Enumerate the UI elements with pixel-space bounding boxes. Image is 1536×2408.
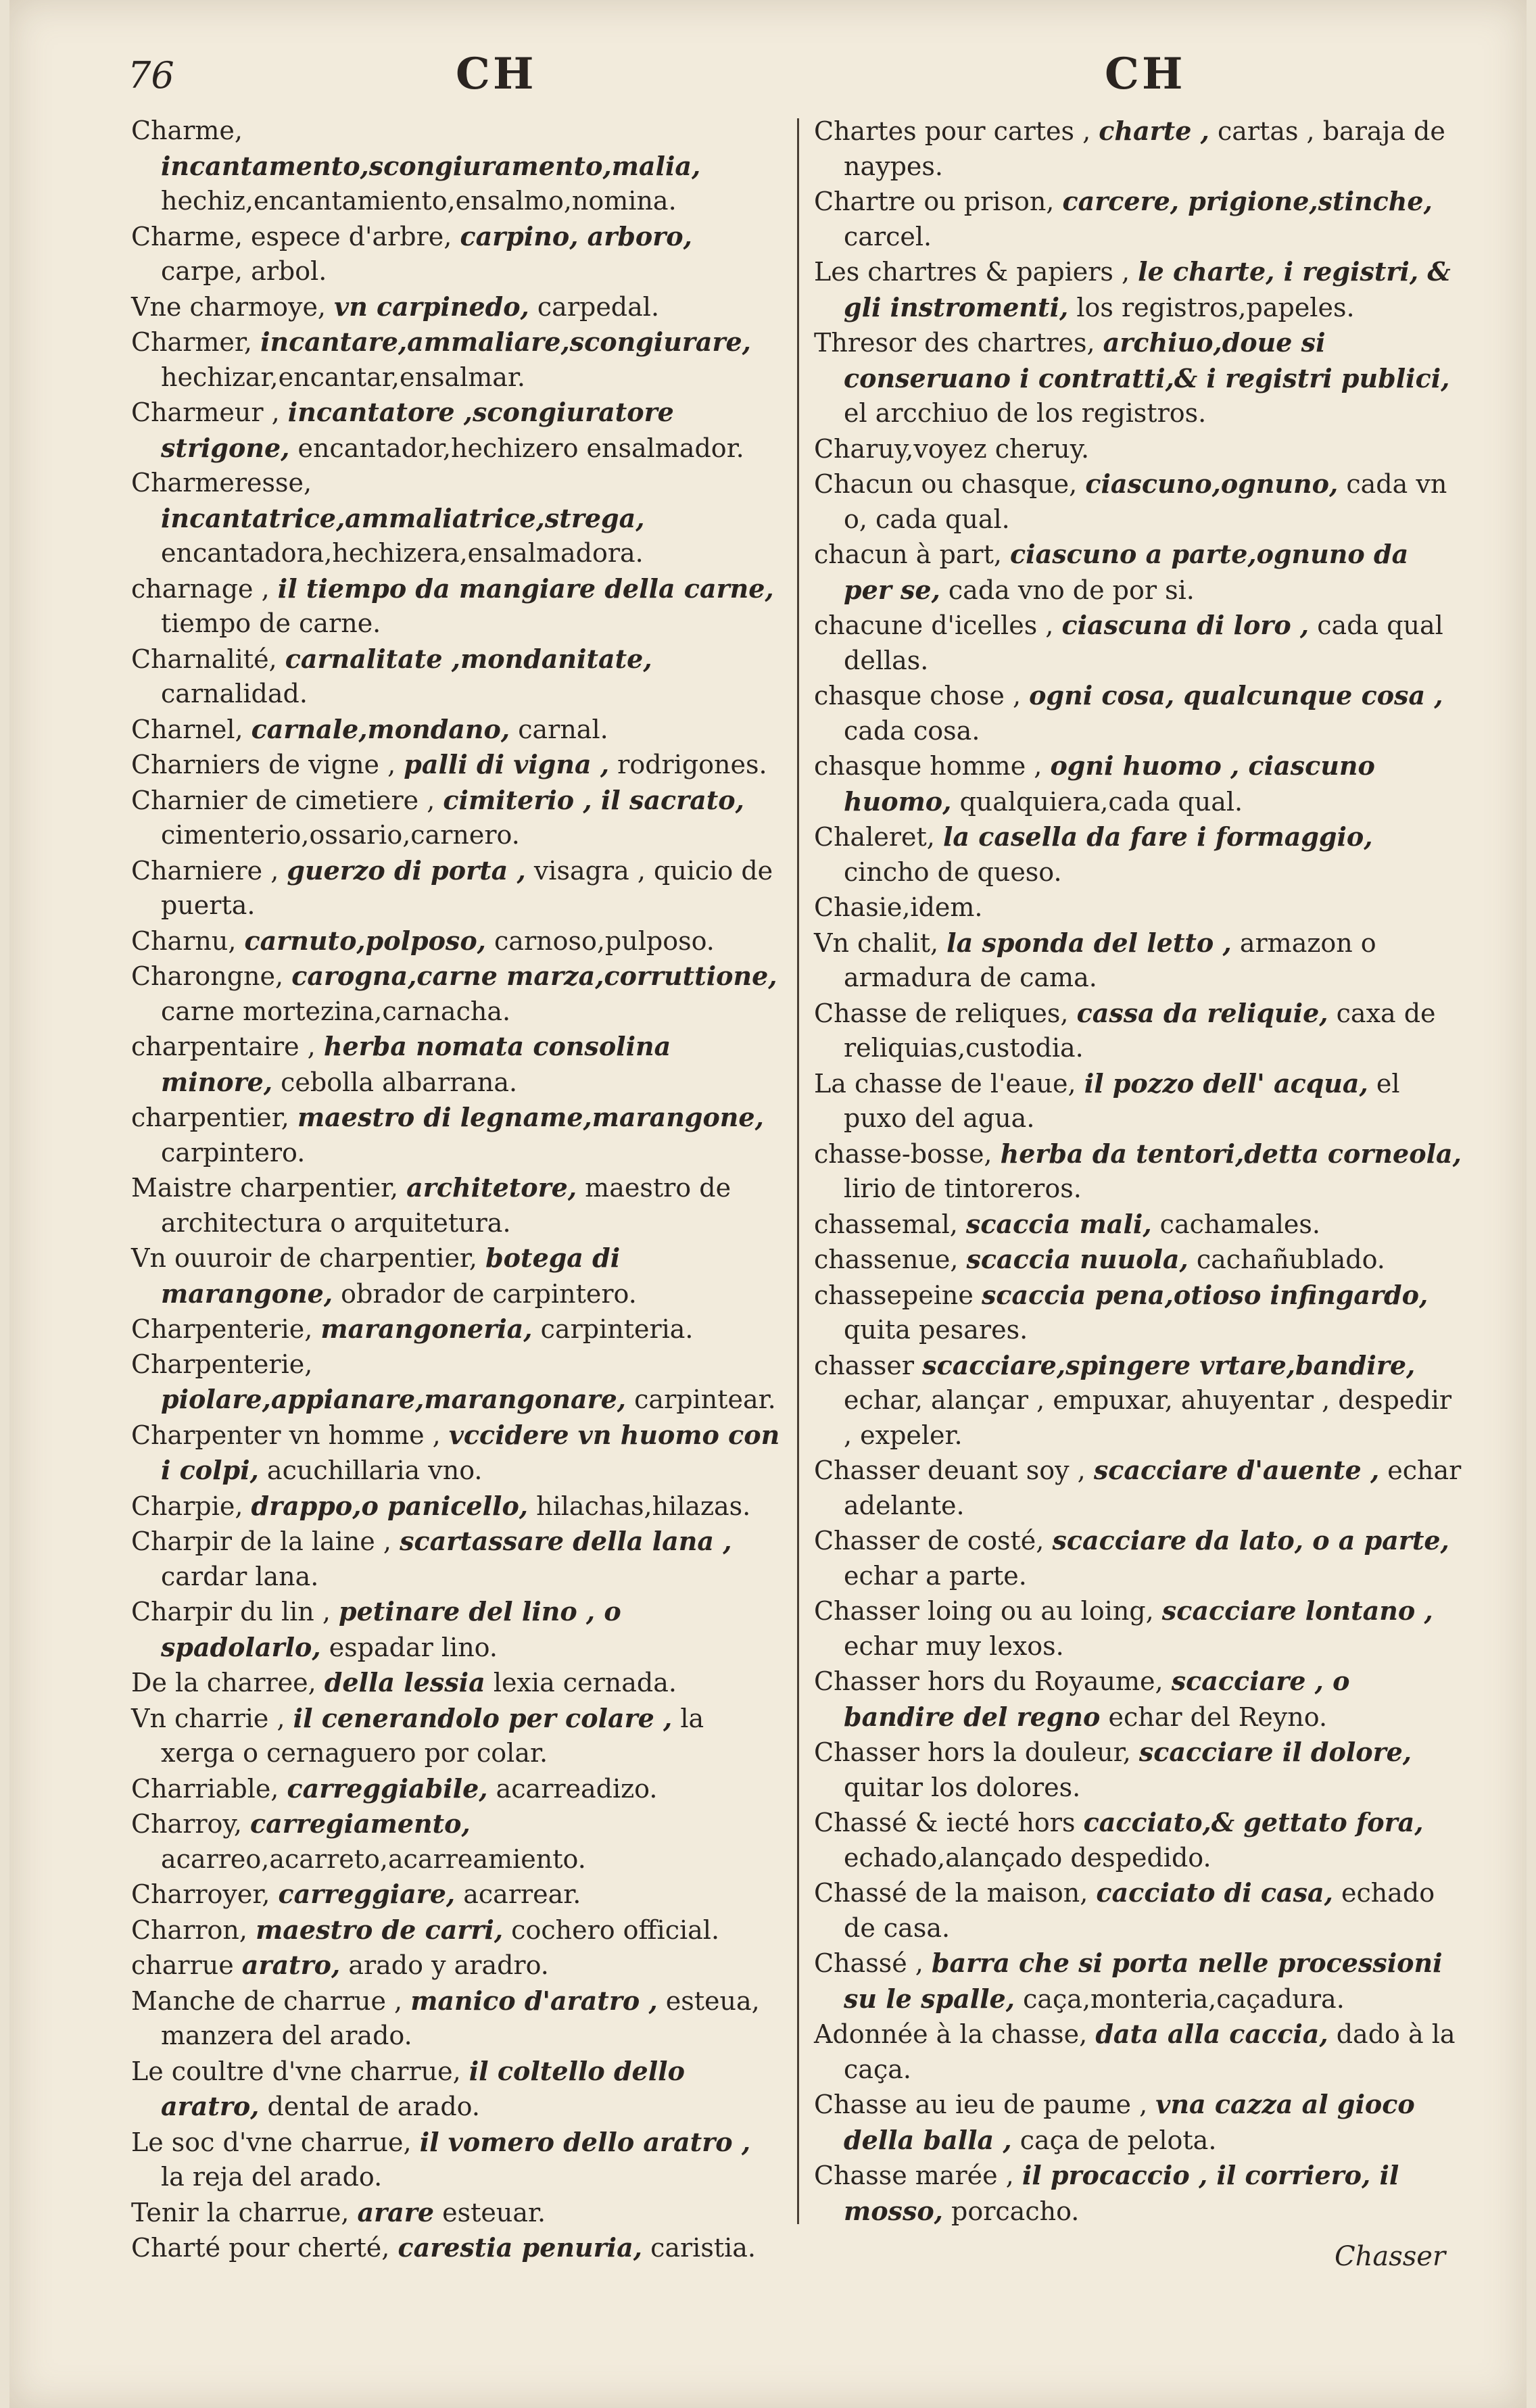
dictionary-entry [131,289,780,325]
spanish-gloss: la xerga o cernaguero por colar. [161,1703,704,1768]
headword: Charnalité, [131,644,277,674]
spanish-gloss: armazon o armadura de cama. [844,928,1376,992]
headword: Chasser deuant soy , [814,1455,1086,1485]
headword: Manche de charrue , [131,1985,403,2016]
italian-gloss: le charte, i registri, & gli instromenti, [844,256,1451,322]
spanish-gloss: porcacho. [951,2196,1080,2226]
headword: charpentaire , [131,1032,316,1061]
headword: Charnier de cimetiere , [131,785,435,815]
dictionary-entry [131,1524,780,1594]
spanish-gloss: arado y aradro. [348,1950,549,1980]
spanish-gloss: echar adelante. [844,1455,1462,1520]
headword: Chasse au ieu de paume , [814,2090,1148,2119]
dictionary-entry [814,2087,1463,2158]
italian-gloss: botega di marangone, [161,1243,621,1309]
spanish-gloss: visagra , quicio de puerta. [161,855,773,920]
headword: Adonnée à la chasse, [814,2019,1088,2049]
column-divider [797,118,799,2224]
headword: Vne charmoye, [131,291,327,322]
dictionary-entry [814,1207,1463,1243]
headword: Charroyer, [131,1879,270,1909]
spanish-gloss: rodrigones. [617,750,767,779]
headword: chassenue, [814,1245,959,1274]
italian-gloss: charte , [1099,116,1209,146]
spanish-gloss: lirio de tintoreros. [844,1174,1082,1203]
spanish-gloss: echar a parte. [844,1560,1027,1591]
italian-gloss: scacciare lontano , [1161,1595,1433,1626]
headword: Chasie,idem. [814,892,983,922]
italian-gloss: data alla caccia, [1095,2019,1328,2049]
dictionary-entry [814,1523,1463,1593]
headword: Charnel, [131,714,243,744]
spanish-gloss: acuchillaria vno. [266,1455,483,1485]
spanish-gloss: quita pesares. [844,1315,1028,1345]
italian-gloss: carcere, prigione,stinche, [1062,186,1433,216]
italian-gloss: scacciare,spingere vrtare,bandire, [922,1349,1416,1380]
dictionary-entry [131,853,780,923]
headword: Chasser hors du Royaume, [814,1666,1163,1696]
dictionary-entry [814,184,1463,254]
dictionary-entry [131,747,780,783]
headword: chacun à part, [814,539,1002,569]
headword: Charmer, [131,327,252,357]
italian-gloss: il vomero dello aratro , [419,2126,751,2157]
dictionary-entry [814,431,1463,467]
dictionary-entry [131,1170,780,1241]
italian-gloss: scacciare , o bandire del regno [844,1666,1350,1732]
spanish-gloss: qualquiera,cada qual. [959,786,1243,817]
headword: charpentier, [131,1103,289,1132]
headword: chassemal, [814,1209,958,1239]
italian-gloss: il pozzo dell' acqua, [1084,1067,1368,1099]
italian-gloss: carnalitate ,mondanitate, [285,643,652,674]
dictionary-entry [814,537,1463,608]
italian-gloss: incantatrice,ammaliatrice,strega, [161,502,645,533]
italian-gloss: ciascuno,ognuno, [1085,468,1339,499]
spanish-gloss: carpedal. [537,291,660,322]
spanish-gloss: echar del Reyno. [1108,1702,1328,1732]
dictionary-entry [131,466,780,571]
spanish-gloss: dental de arado. [267,2092,480,2121]
dictionary-entry [131,395,780,466]
headword: Charpenterie, [131,1314,313,1344]
headword: Chaleret, [814,822,935,852]
dictionary-entry [131,1311,780,1347]
italian-gloss: il tiempo da mangiare della carne, [277,573,774,604]
dictionary-entry [814,819,1463,890]
dictionary-entry [131,1241,780,1311]
spanish-gloss: la reja del arado. [161,2162,383,2192]
italian-gloss: scaccia pena,otioso infingardo, [981,1279,1429,1310]
italian-gloss: della lessia [324,1667,485,1697]
headword: Chartre ou prison, [814,187,1055,216]
italian-gloss: guerzo di porta , [287,854,526,886]
headword: Chacun ou chasque, [814,469,1078,499]
headword: Charpenter vn homme , [131,1420,441,1450]
italian-gloss: carreggiare, [278,1879,456,1909]
spanish-gloss: cimenterio,ossario,carnero. [161,820,520,850]
dictionary-entry [131,1983,780,2054]
dictionary-entry [131,1418,780,1489]
italian-gloss: barra che si porta nelle processioni su le spalle, [844,1948,1443,2014]
italian-gloss: scacciare d'auente , [1093,1455,1380,1485]
headword: Vn charrie , [131,1703,285,1733]
italian-gloss: cacciato di casa, [1096,1877,1333,1908]
spanish-gloss: quitar los dolores. [844,1772,1081,1802]
headword: Chasse de reliques, [814,998,1069,1028]
dictionary-entry [814,678,1463,748]
dictionary-entry [131,1877,780,1912]
spanish-gloss: echado de casa. [844,1878,1435,1943]
spanish-gloss: lexia cernada. [493,1668,677,1697]
headword: Les chartres & papiers , [814,257,1130,287]
headword: Charpie, [131,1491,243,1521]
italian-gloss: carogna,carne marza,corruttione, [291,961,777,991]
headword: Charongne, [131,961,284,991]
headword: Charpir du lin , [131,1597,331,1627]
dictionary-entry [131,1701,780,1771]
headword: Charme, [131,116,243,145]
spanish-gloss: el puxo del agua. [844,1068,1400,1133]
spanish-gloss: echado,alançado despedido. [844,1842,1211,1873]
italian-gloss: palli di vigna , [404,749,610,779]
italian-gloss: cassa da reliquie, [1076,997,1328,1028]
headword: La chasse de l'eaue, [814,1068,1076,1099]
dictionary-entry [131,642,780,712]
italian-gloss: il procaccio , il corriero, il mosso, [844,2160,1399,2226]
italian-gloss: scacciare il dolore, [1138,1737,1412,1767]
spanish-gloss: echar muy lexos. [844,1631,1064,1661]
italian-gloss: vn carpinedo, [334,291,529,322]
italian-gloss: maestro di legname,marangone, [297,1102,764,1132]
dictionary-entry [131,712,780,748]
italian-gloss: aratro, [241,1950,341,1980]
spanish-gloss: cartas , baraja de naypes. [844,116,1445,181]
headword: chassepeine [814,1280,974,1310]
spanish-gloss: cardar lana. [161,1561,319,1591]
spanish-gloss: echar, alançar , empuxar, ahuyentar , despedir , expeler. [844,1385,1452,1450]
spanish-gloss: carpintero. [161,1137,306,1167]
spanish-gloss: caça de pelota. [1019,2125,1217,2155]
dictionary-entry [814,325,1463,431]
italian-gloss: ogni huomo , ciascuno huomo, [844,750,1375,817]
dictionary-entry [131,1347,780,1418]
dictionary-entry [814,1735,1463,1805]
headword: Charme, espece d'arbre, [131,221,452,251]
italian-gloss: carnale,mondano, [251,713,510,744]
dictionary-entry [814,925,1463,996]
dictionary-entry [814,1875,1463,1946]
dictionary-entry [131,2125,780,2195]
dictionary-entry [814,748,1463,819]
headword: Thresor des chartres, [814,328,1095,358]
dictionary-entry [814,1066,1463,1136]
headword: chasque homme , [814,751,1042,781]
dictionary-entry [814,466,1463,537]
headword: Maistre charpentier, [131,1173,399,1203]
italian-gloss: scacciare da lato, o a parte, [1052,1525,1449,1556]
italian-gloss: architetore, [406,1172,577,1203]
headword: charnage , [131,573,270,604]
italian-gloss: incantare,ammaliare,scongiurare, [260,327,751,357]
headword: Chasser hors la douleur, [814,1737,1131,1767]
headword: Charuy,voyez cheruy. [814,433,1090,464]
spanish-gloss: tiempo de carne. [161,608,381,638]
page-header [9,41,1527,115]
dictionary-entry [131,1665,780,1701]
spanish-gloss: esteua, manzera del arado. [161,1985,760,2050]
dictionary-entry [131,324,780,395]
dictionary-entry [814,996,1463,1066]
italian-gloss: maestro de carri, [256,1914,504,1945]
spanish-gloss: caça,monteria,caçadura. [1023,1983,1345,2014]
running-head-right: CH [1105,49,1186,99]
italian-gloss: cimiterio , il sacrato, [443,784,744,815]
dictionary-entry [814,1242,1463,1278]
catchword: Chasser [1335,2241,1446,2272]
dictionary-entry [131,1948,780,1983]
spanish-gloss: carpinteria. [540,1314,694,1344]
italian-gloss: incantamento,scongiuramento,malia, [161,150,701,181]
italian-gloss: petinare del lino , o spadolarlo, [161,1596,621,1662]
dictionary-entry [814,1278,1463,1348]
spanish-gloss: carpe, arbol. [161,256,327,286]
left-column [131,114,780,2266]
dictionary-entry [814,1136,1463,1207]
italian-gloss: carreggiabile, [287,1773,488,1804]
headword: Chasser loing ou au loing, [814,1596,1154,1626]
dictionary-entry [131,1806,780,1877]
spanish-gloss: cebolla albarrana. [281,1067,518,1097]
headword: De la charree, [131,1668,316,1697]
dictionary-entry [131,1912,780,1948]
headword: Charnu, [131,925,237,956]
italian-gloss: la casella da fare i formaggio, [942,821,1373,852]
spanish-gloss: acarreadizo. [496,1773,658,1804]
spanish-gloss: carpintear. [634,1384,776,1414]
italian-gloss: ciascuna di loro , [1061,610,1310,640]
dictionary-entry [814,890,1463,925]
spanish-gloss: obrador de carpintero. [341,1278,637,1309]
spanish-gloss: maestro de architectura o arquitetura. [161,1173,731,1238]
spanish-gloss: carnal. [518,714,608,744]
italian-gloss: carnuto,polposo, [244,925,486,956]
headword: Le soc d'vne charrue, [131,2127,412,2157]
spanish-gloss: carnoso,pulposo. [494,925,715,956]
spanish-gloss: el arcchiuo de los registros. [844,398,1207,428]
dictionary-entry [814,1664,1463,1735]
dictionary-entry [131,1771,780,1807]
italian-gloss: carpino, arboro, [460,220,692,251]
dictionary-entry [814,2017,1463,2087]
dictionary-entry [131,219,780,289]
spanish-gloss: cachamales. [1159,1209,1320,1239]
headword: chasse-bosse, [814,1138,992,1169]
page-number: 76 [128,54,174,97]
dictionary-entry [131,1489,780,1524]
italian-gloss: cacciato,& gettato fora, [1083,1807,1424,1837]
headword: Vn ouuroir de charpentier, [131,1243,477,1273]
headword: Charron, [131,1915,247,1945]
headword: Charroy, [131,1809,242,1839]
spanish-gloss: esteuar. [442,2197,546,2228]
italian-gloss: il cenerandolo per colare , [293,1702,673,1733]
headword: Chasse marée , [814,2161,1014,2190]
spanish-gloss: acarreo,acarreto,acarreamiento. [161,1844,586,1874]
headword: Chassé , [814,1948,923,1978]
dictionary-entry [131,2230,780,2266]
italian-gloss: ciascuno a parte,ognuno da per se, [844,539,1409,605]
spanish-gloss: dado à la caça. [844,2019,1456,2084]
dictionary-entry [814,114,1463,184]
italian-gloss: piolare,appianare,marangonare, [161,1384,627,1414]
italian-gloss: carestia penuria, [398,2232,642,2263]
headword: chasser [814,1350,915,1380]
headword: Charniere , [131,855,279,886]
spanish-gloss: cada vn o, cada qual. [844,469,1447,534]
spanish-gloss: cada qual dellas. [844,610,1443,675]
spanish-gloss: cada vno de por si. [948,575,1195,605]
spanish-gloss: hilachas,hilazas. [536,1491,751,1521]
dictionary-entry [814,608,1463,678]
spanish-gloss: encantadora,hechizera,ensalmadora. [161,538,644,568]
italian-gloss: manico d'aratro , [410,1985,658,2016]
spanish-gloss: los registros,papeles. [1076,292,1355,322]
dictionary-entry [131,2195,780,2231]
headword: Charriable, [131,1773,279,1804]
headword: chasque chose , [814,681,1022,711]
italian-gloss: herba da tentori,detta corneola, [1000,1138,1462,1169]
headword: charrue [131,1950,234,1980]
dictionary-entry [131,1594,780,1665]
running-head-left: CH [456,49,537,99]
headword: Le coultre d'vne charrue, [131,2056,461,2086]
dictionary-entry [131,783,780,853]
italian-gloss: carregiamento, [250,1808,471,1839]
headword: chacune d'icelles , [814,610,1054,640]
dictionary-entry [131,923,780,959]
spanish-gloss: carnalidad. [161,679,308,708]
spanish-gloss: cochero official. [511,1915,720,1945]
dictionary-entry [131,571,780,642]
dictionary-entry [814,1593,1463,1664]
headword: Charniers de vigne , [131,750,396,779]
italian-gloss: vccidere vn huomo con i colpi, [161,1419,780,1485]
headword: Chassé de la maison, [814,1878,1088,1908]
spanish-gloss: hechizar,encantar,ensalmar. [161,362,526,392]
headword: Chassé & iecté hors [814,1808,1076,1837]
headword: Charpir de la laine , [131,1526,391,1556]
italian-gloss: la sponda del letto , [946,927,1232,958]
headword: Chasser de costé, [814,1526,1045,1556]
dictionary-entry [814,254,1463,325]
dictionary-entry [131,1100,780,1170]
italian-gloss: marangoneria, [320,1314,533,1344]
headword: Charmeresse, [131,468,312,498]
dictionary-page [9,0,1527,2408]
spanish-gloss: caristia. [650,2233,756,2263]
dictionary-entry [131,1029,780,1100]
spanish-gloss: acarrear. [463,1879,581,1909]
dictionary-entry [131,959,780,1029]
spanish-gloss: cada cosa. [844,715,980,746]
spanish-gloss: hechiz,encantamiento,ensalmo,nomina. [161,186,677,216]
headword: Vn chalit, [814,928,939,958]
dictionary-entry [814,1453,1463,1523]
dictionary-entry [814,1348,1463,1453]
italian-gloss: scartassare della lana , [400,1526,732,1556]
italian-gloss: incantatore ,scongiuratore strigone, [161,397,674,463]
spanish-gloss: espadar lino. [329,1632,498,1662]
headword: Charté pour cherté, [131,2233,390,2263]
dictionary-entry [814,1805,1463,1875]
headword: Charpenterie, [131,1349,313,1379]
italian-gloss: vna cazza al gioco della balla , [844,2089,1415,2155]
headword: Chartes pour cartes , [814,116,1091,146]
italian-gloss: ogni cosa, qualcunque cosa , [1029,680,1443,711]
dictionary-entry [131,114,780,219]
dictionary-entry [131,2054,780,2125]
italian-gloss: scaccia nuuola, [966,1244,1189,1274]
dictionary-entry [814,1946,1463,2017]
spanish-gloss: cachañublado. [1196,1245,1385,1274]
italian-gloss: drappo,o panicello, [251,1490,529,1521]
spanish-gloss: encantador,hechizero ensalmador. [297,433,744,463]
italian-gloss: herba nomata consolina minore, [161,1031,671,1097]
italian-gloss: archiuo,doue si conseruano i contratti,& i registri publici, [844,327,1450,393]
italian-gloss: il coltello dello aratro, [161,2055,685,2121]
dictionary-entry [814,2158,1463,2229]
italian-gloss: arare [357,2196,434,2228]
headword: Charmeur , [131,398,280,427]
headword: Tenir la charrue, [131,2197,350,2228]
spanish-gloss: cincho de queso. [844,857,1062,887]
spanish-gloss: carcel. [844,221,932,251]
spanish-gloss: caxa de reliquias,custodia. [844,998,1436,1063]
spanish-gloss: carne mortezina,carnacha. [161,996,511,1026]
right-column [814,114,1463,2229]
italian-gloss: scaccia mali, [965,1208,1152,1239]
